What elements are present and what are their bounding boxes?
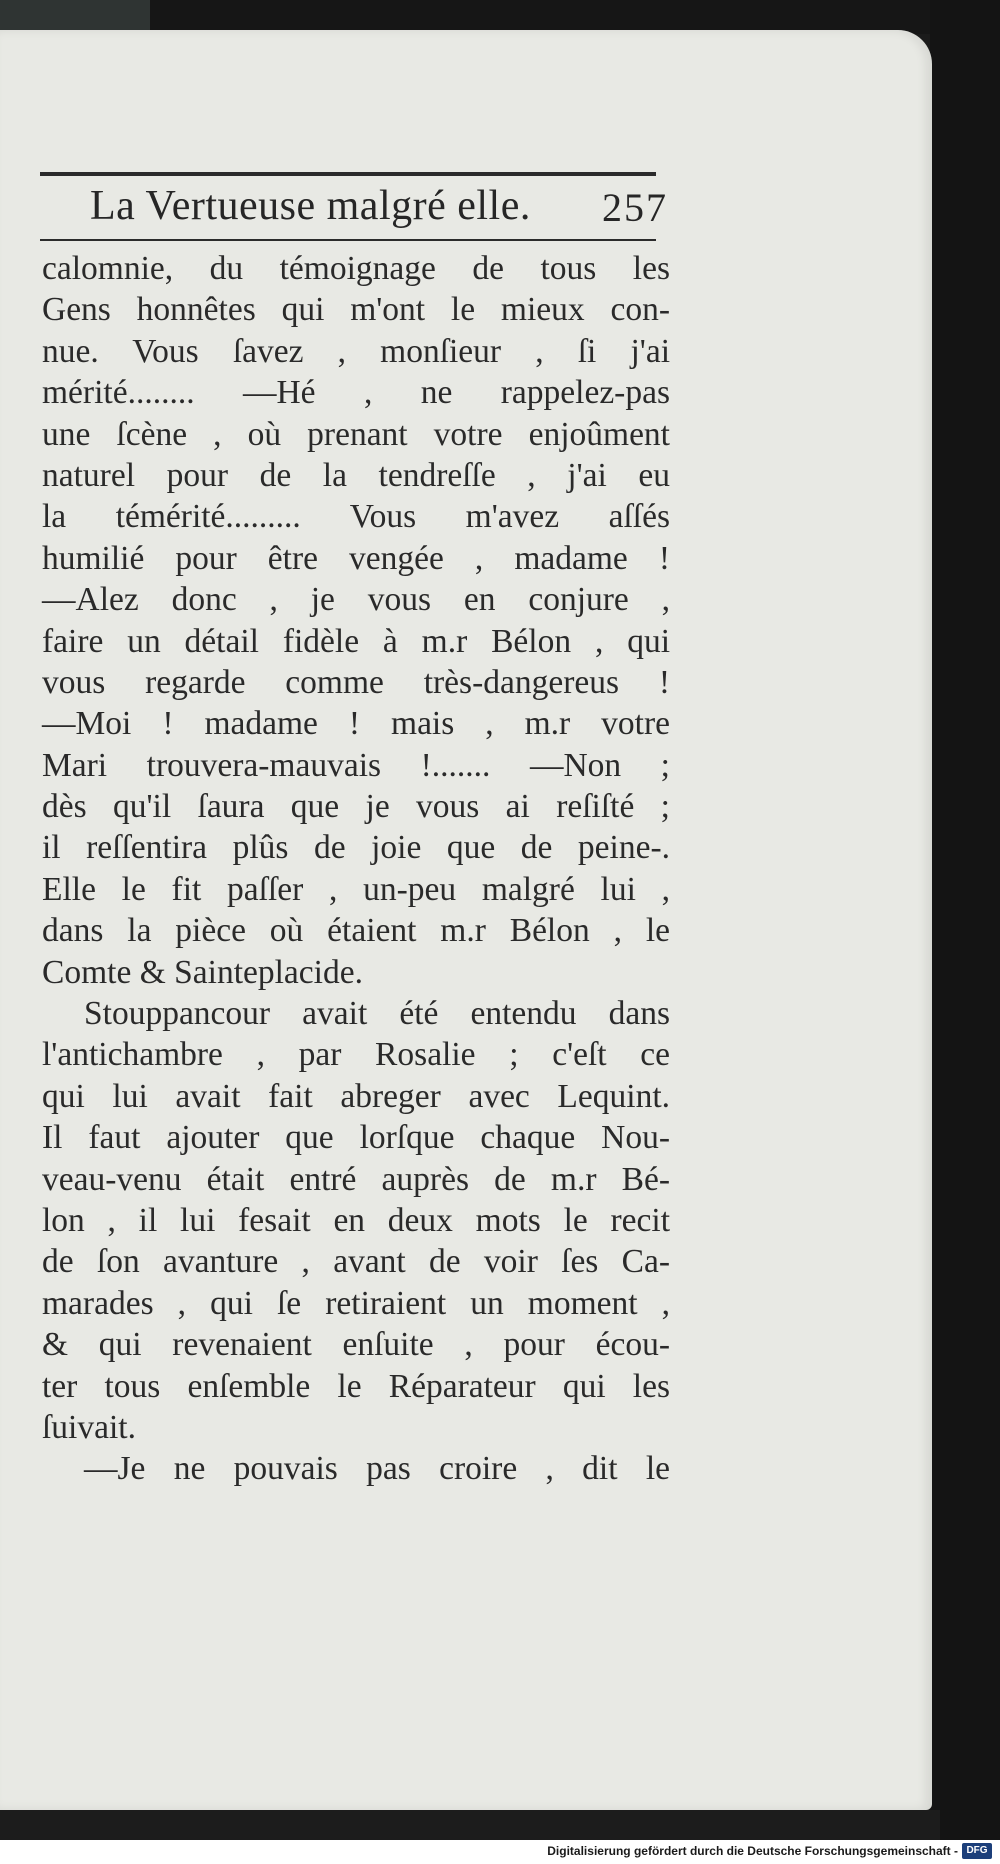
page-number: 257 — [602, 185, 668, 230]
text-line: —Moi ! madame ! mais , m.r votre — [42, 705, 670, 743]
text-line: une ſcène , où prenant votre enjoûment — [42, 415, 670, 453]
text-line: Stouppancour avait été entendu dans — [84, 995, 670, 1033]
text-line: naturel pour de la tendreſſe , j'ai eu — [42, 456, 670, 494]
header-rule-bottom — [40, 239, 656, 241]
text-line: —Je ne pouvais pas croire , dit le — [84, 1450, 670, 1488]
text-line: la témérité......... Vous m'avez aſſés — [42, 498, 670, 536]
text-line: ſuivait. — [42, 1408, 136, 1446]
text-line: il reſſentira plûs de joie que de peine-. — [42, 829, 670, 867]
text-line: humilié pour être vengée , madame ! — [42, 539, 670, 577]
text-line: nue. Vous ſavez , monſieur , ſi j'ai — [42, 332, 670, 370]
text-line: de ſon avanture , avant de voir ſes Ca- — [42, 1243, 670, 1281]
scan-right-margin — [930, 0, 1000, 1840]
dfg-logo-icon: DFG — [962, 1843, 992, 1859]
text-line: faire un détail fidèle à m.r Bélon , qui — [42, 622, 670, 660]
text-line: calomnie, du témoignage de tous les — [42, 250, 670, 287]
text-line: l'antichambre , par Rosalie ; c'eſt ce — [42, 1036, 670, 1074]
text-line: Mari trouvera-mauvais !....... —Non ; — [42, 746, 670, 784]
text-line: mérité........ —Hé , ne rappelez-pas — [42, 374, 670, 412]
header-rule-top — [40, 172, 656, 176]
text-line: & qui revenaient enſuite , pour écou- — [42, 1326, 670, 1364]
text-line: marades , qui ſe retiraient un moment , — [42, 1284, 670, 1322]
body-text — [42, 248, 670, 1490]
text-line: veau-venu était entré auprès de m.r Bé- — [42, 1160, 670, 1198]
scan-cover-edge — [0, 0, 150, 34]
text-line: dès qu'il ſaura que je vous ai reſiſté ; — [42, 788, 670, 826]
text-line: lon , il lui fesait en deux mots le recit — [42, 1201, 670, 1239]
page-header — [40, 178, 668, 238]
text-line: —Alez donc , je vous en conjure , — [42, 581, 670, 619]
text-line: qui lui avait fait abreger avec Lequint. — [42, 1077, 670, 1115]
text-line: Comte & Sainteplacide. — [42, 953, 363, 991]
footer-bar — [0, 1840, 1000, 1864]
text-line: Elle le fit paſſer , un-peu malgré lui , — [42, 870, 670, 908]
text-line: ter tous enſemble le Réparateur qui les — [42, 1367, 670, 1405]
text-line: Gens honnêtes qui m'ont le mieux con- — [42, 291, 670, 329]
text-line: Il faut ajouter que lorſque chaque Nou- — [42, 1119, 670, 1157]
scan-bottom-margin — [0, 1810, 940, 1840]
running-title: La Vertueuse malgré elle. — [90, 183, 531, 229]
text-line: vous regarde comme très-dangereus ! — [42, 663, 670, 701]
text-line: dans la pièce où étaient m.r Bélon , le — [42, 912, 670, 950]
scan-top-margin — [0, 0, 1000, 34]
funding-credit: Digitalisierung gefördert durch die Deutsche Forschungsgemeinschaft - — [547, 1844, 958, 1858]
